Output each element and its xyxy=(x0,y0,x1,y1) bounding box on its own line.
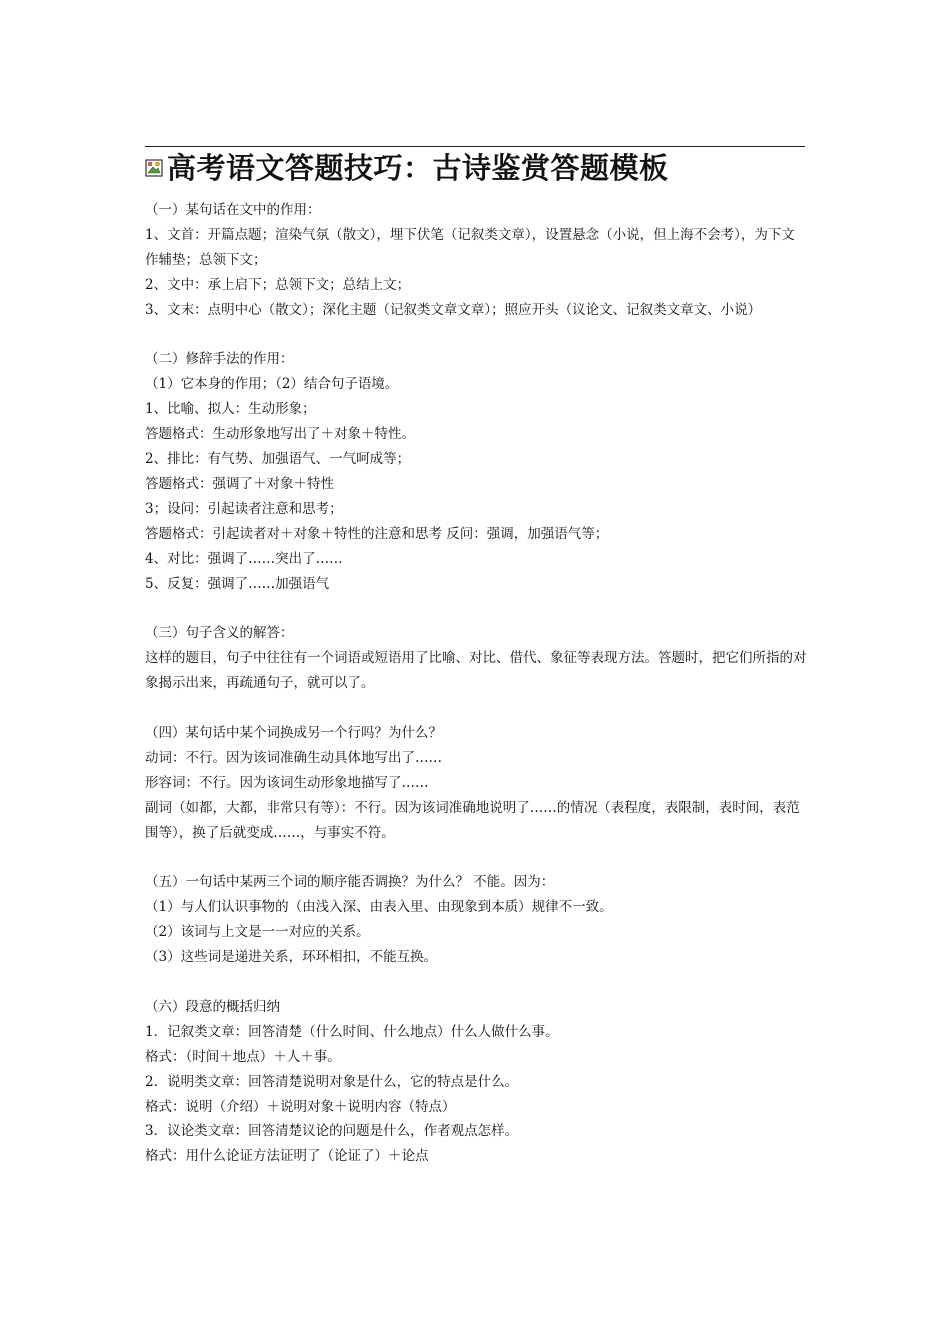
section-heading: （四）某句话中某个词换成另一个行吗？为什么？ xyxy=(145,724,442,741)
section-line: 答题格式：生动形象地写出了＋对象＋特性。 xyxy=(145,426,415,443)
section-line: 5、反复：强调了……加强语气 xyxy=(145,575,330,592)
section-line: 格式：（时间＋地点）＋人＋事。 xyxy=(145,1048,341,1065)
document-picture-icon xyxy=(145,159,163,177)
section-heading: （五）一句话中某两三个词的顺序能否调换？为什么？ 不能。因为： xyxy=(145,874,555,891)
section-line: 2、文中：承上启下；总领下文；总结上文； xyxy=(145,276,411,293)
section-line: 3、文末：点明中心（散文）；深化主题（记叙类文章文章）；照应开头（议论文、记叙类文章文、小说） xyxy=(145,301,762,318)
top-divider xyxy=(145,146,805,147)
section-line: 形容词：不行。因为该词生动形象地描写了…… xyxy=(145,774,429,791)
section-line: 2．说明类文章：回答清楚说明对象是什么，它的特点是什么。 xyxy=(145,1073,519,1090)
section-line: 格式：用什么论证方法证明了（论证了）＋论点 xyxy=(145,1148,429,1165)
section-line: 1．记叙类文章：回答清楚（什么时间、什么地点）什么人做什么事。 xyxy=(145,1023,559,1040)
section-line: 这样的题目，句子中往往有一个词语或短语用了比喻、对比、借代、象征等表现方法。答题时，把它们所指的对象揭示出来，再疏通句子，就可以了。 xyxy=(145,650,807,692)
section-heading: （一）某句话在文中的作用： xyxy=(145,202,321,218)
section-line: 3．议论类文章：回答清楚议论的问题是什么，作者观点怎样。 xyxy=(145,1123,519,1140)
section-line: 3；设问：引起读者注意和思考； xyxy=(145,500,343,517)
section-line: 1、比喻、拟人：生动形象； xyxy=(145,401,316,418)
section-spacer xyxy=(145,970,807,995)
page-title: 高考语文答题技巧：古诗鉴赏答题模板 xyxy=(167,151,669,185)
section-line: （1）它本身的作用；（2）结合句子语境。 xyxy=(145,376,399,393)
section-spacer xyxy=(145,846,807,871)
section-heading: （三）句子含义的解答： xyxy=(145,625,294,642)
section-line: 4、对比：强调了……突出了…… xyxy=(145,550,343,567)
section-line: 2、排比：有气势、加强语气、一气呵成等； xyxy=(145,451,411,468)
section-spacer xyxy=(145,696,807,721)
section-heading: （六）段意的概括归纳 xyxy=(145,998,280,1015)
section-2 xyxy=(145,347,807,596)
title-row xyxy=(145,148,805,188)
section-heading: （二）修辞手法的作用： xyxy=(145,351,294,368)
section-line: （3）这些词是递进关系，环环相扣，不能互换。 xyxy=(145,949,438,966)
section-spacer xyxy=(145,323,807,348)
section-5 xyxy=(145,870,807,970)
section-line: 1、文首：开篇点题；渲染气氛（散文），埋下伏笔（记叙类文章），设置悬念（小说，但上海不会考），为下文作辅垫；总领下文； xyxy=(145,226,795,268)
section-line: 副词（如都，大都，非常只有等）：不行。因为该词准确地说明了……的情况（表程度，表限制，表时间，表范围等），换了后就变成……，与事实不符。 xyxy=(145,799,800,841)
section-3 xyxy=(145,621,807,696)
section-line: 答题格式：引起读者对＋对象＋特性的注意和思考 反问：强调，加强语气等； xyxy=(145,525,609,542)
section-line: 答题格式：强调了＋对象＋特性 xyxy=(145,475,334,492)
section-6 xyxy=(145,995,807,1169)
section-line: （2）该词与上文是一一对应的关系。 xyxy=(145,924,370,941)
document-body xyxy=(145,198,807,1169)
section-4 xyxy=(145,721,807,846)
section-line: （1）与人们认识事物的（由浅入深、由表入里、由现象到本质）规律不一致。 xyxy=(145,899,613,916)
section-1 xyxy=(145,198,807,323)
section-spacer xyxy=(145,596,807,621)
section-line: 动词：不行。因为该词准确生动具体地写出了…… xyxy=(145,749,442,766)
section-line: 格式：说明（介绍）＋说明对象＋说明内容（特点） xyxy=(145,1098,456,1115)
